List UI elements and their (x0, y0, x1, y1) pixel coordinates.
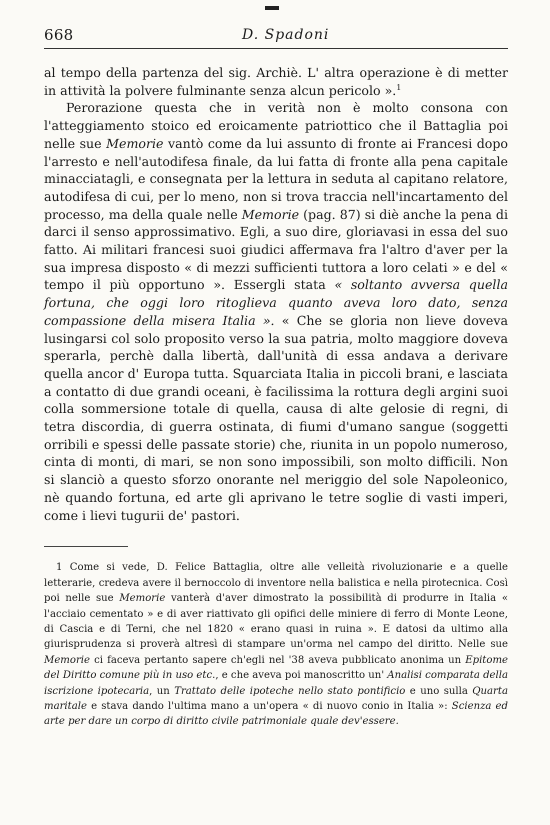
footnote-epitome-title: Epitome del Diritto comune più in uso etc. (44, 654, 508, 682)
italic-quotation: « soltanto avversa quella fortuna, che oggi loro ritoglieva quanto aveva loro dato, senza compassione della misera Italia ». (44, 277, 509, 328)
main-text (44, 64, 508, 524)
paragraph-2-part-a: Perorazione questa che in verità non è molto consona con l'atteggiamento stoico ed eroicamente patriottico che il Battaglia poi nelle sue (44, 100, 508, 151)
memorie-title-1: Memorie (106, 135, 164, 151)
footnote-part-a: Come si vede, D. Felice Battaglia, oltre alle velleità rivoluzionarie e a quelle letterarie, credeva avere il bernoccolo di inventore nella balistica e nella pirotecnica. Così poi nelle sue (44, 562, 508, 605)
footnote (44, 560, 508, 729)
memorie-title-2: Memorie (241, 206, 300, 222)
footnote-part-c: ci faceva pertanto sapere ch'egli nel '38 aveva pubblicato anonima un (89, 654, 466, 666)
footnote-part-g: e stava dando l'ultima mano a un'opera « di nuovo conio in Italia »: (86, 700, 452, 712)
paragraph-1-text: al tempo della partenza del sig. Archiè. L' altra operazione è di metter in attività la polvere fulminante senza alcun pericolo ». (44, 65, 508, 98)
footnote-divider (44, 546, 128, 547)
running-head: D. Spadoni (242, 27, 330, 43)
footnote-analisi-title: Analisi comparata della iscrizione ipotecaria (44, 670, 508, 697)
printer-mark (265, 6, 279, 10)
footnote-part-f: e uno sulla (405, 685, 473, 697)
footnote-memorie-2: Memorie (44, 654, 90, 666)
footnote-memorie-1: Memorie (119, 593, 166, 605)
footnote-part-b: vanterà d'aver dimostrato la possibilità di produrre in Italia « l'acciaio cementato » e di aver riattivato gli opifici delle miniere di ferro di Monte Leone, di Cascia e di Terni, che nel 1820 « erano quasi in ruina ». E datosi da ultimo alla giurisprudenza si proverà altresì di stampare un'orma nel campo del diritto. Nelle sue (44, 593, 509, 651)
footnote-scienza-title: Scienza ed arte per dare un corpo di diritto civile patrimoniale quale dev'essere. (44, 700, 508, 728)
paragraph-2-part-b: vantò come da lui assunto di fronte ai Francesi dopo l'arresto e nell'autodifesa finale, da lui fatta di fronte alla pena capitale minacciatagli, e consegnata per la lettura in seduta al capitano relatore, autodifesa di cui, per lo meno, non si trova traccia nell'incartamento del processo, ma della quale nelle (44, 135, 509, 222)
paragraph-2 (44, 99, 508, 524)
footnote-number: 1 (56, 562, 63, 574)
footnote-ref: 1 (396, 82, 402, 92)
footnote-part-d: , e che aveva poi manoscritto un' (215, 670, 388, 682)
paragraph-2-part-d: « Che se gloria non lieve doveva lusingarsi col solo proposito verso la sua patria, molto maggiore doveva sperarla, perchè dalla libertà, dall'unità di essa andava a derivare quella ancor d' Europa tutta. Squarciata Italia in piccoli brani, e lasciata a contatto di due grandi oceani, è facilissima la rottura degli argini suoi colla sommersione totale di quella, causa di alte gelosie di regni, di tetra discordia, di guerra ostinata, di fiumi d'umano sangue (soggetti orribili e spessi delle passate storie) che, riunita in un popolo numeroso, cinta di monti, di mari, se non sono impossibili, son molto difficili. Non si slanciò a questo sforzo onorante nel meriggio del sole Napoleonico, nè quando fortuna, ed arte gli aprivano le tetre soglie di vasti imperi, come i lievi tugurii de' pastori. (44, 312, 508, 523)
book-page (44, 18, 508, 730)
paragraph-2-part-c: (pag. 87) si diè anche la pena di darci il senso approssimativo. Egli, a suo dire, gloriavasi in essa del suo fatto. Ai militari francesi suoi giudici affermava fra l'altro d'aver per la sua impresa disposto « di mezzi sufficienti tuttora a loro celati » e del « tempo il più opportuno ». Essergli stata (44, 206, 508, 293)
page-number: 668 (44, 26, 74, 44)
page-header (44, 18, 508, 49)
footnote-trattato-title: Trattato delle ipoteche nello stato pontificio (174, 685, 406, 697)
footnote-part-e: , un (149, 685, 175, 697)
paragraph-1 (44, 64, 508, 99)
footnote-quarta-title: Quarta maritale (44, 685, 508, 712)
